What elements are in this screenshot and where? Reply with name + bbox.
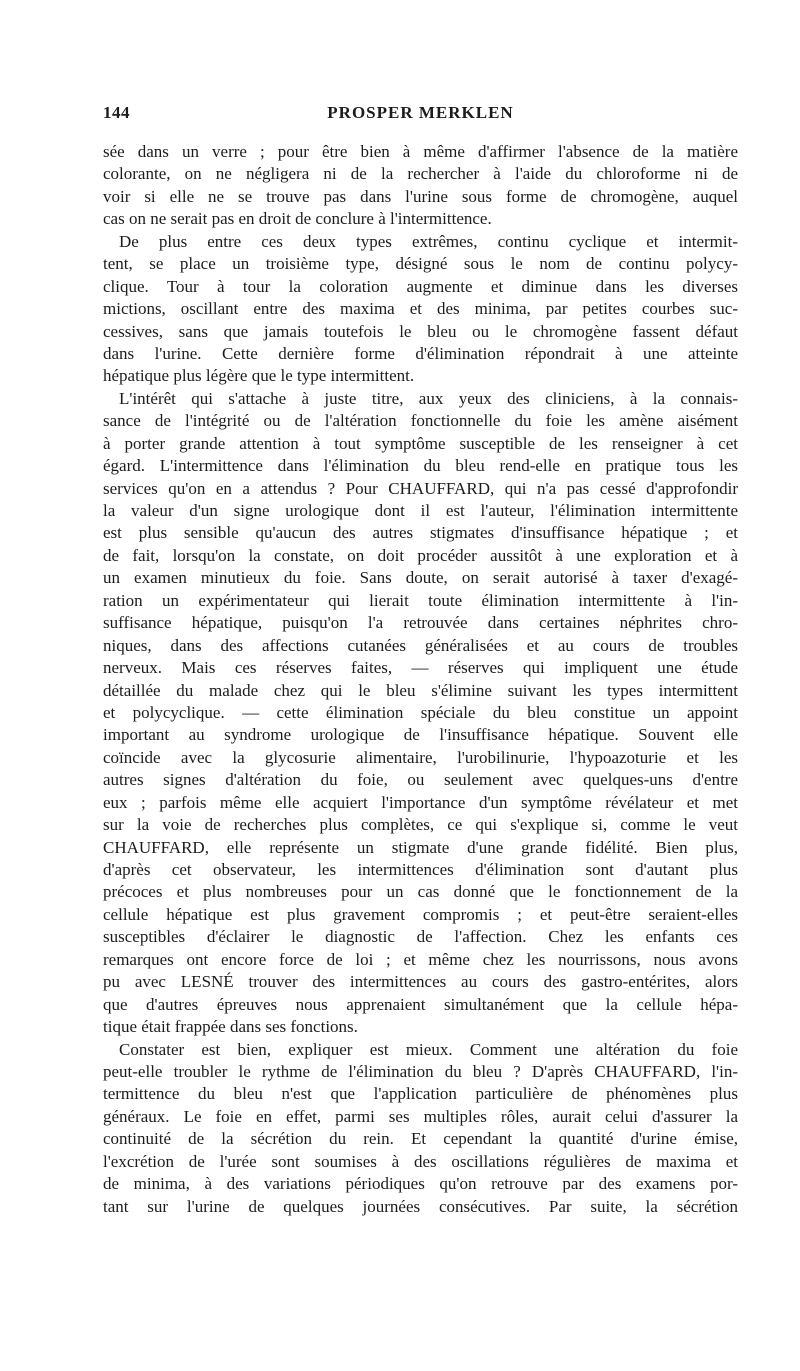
- text-line: De plus entre ces deux types extrêmes, continu cyclique et intermit-: [119, 231, 738, 251]
- text-line: services qu'on en a attendus ? Pour CHAUFFARD, qui n'a pas cessé d'approfondir: [103, 478, 738, 498]
- text-line: niques, dans des affections cutanées généralisées et au cours de troubles: [103, 635, 738, 655]
- page-number: 144: [103, 103, 130, 122]
- text-line: cas on ne serait pas en droit de conclure à l'intermittence.: [103, 209, 492, 229]
- text-line: remarques ont encore force de loi ; et même chez les nourrissons, nous avons: [103, 949, 738, 969]
- text-line: important au syndrome urologique de l'insuffisance hépatique. Souvent elle: [103, 725, 738, 745]
- text-line: de minima, à des variations périodiques qu'on retrouve par des examens por-: [103, 1174, 738, 1194]
- text-line: que d'autres épreuves nous apprenaient simultanément que la cellule hépa-: [103, 994, 738, 1014]
- text-line: termittence du bleu n'est que l'application particulière de phénomènes plus: [103, 1084, 738, 1104]
- text-line: continuité de la sécrétion du rein. Et cependant la quantité d'urine émise,: [103, 1129, 738, 1149]
- text-line: L'intérêt qui s'attache à juste titre, aux yeux des cliniciens, à la connais-: [119, 388, 738, 408]
- text-line: Constater est bien, expliquer est mieux. Comment une altération du foie: [119, 1039, 738, 1059]
- text-line: un examen minutieux du foie. Sans doute, on serait autorisé à taxer d'exagé-: [103, 568, 738, 588]
- text-line: cellule hépatique est plus gravement compromis ; et peut-être seraient-elles: [103, 904, 738, 924]
- text-line: mictions, oscillant entre des maxima et des minima, par petites courbes suc-: [103, 299, 738, 319]
- text-line: sur la voie de recherches plus complètes, ce qui s'explique si, comme le veut: [103, 815, 738, 835]
- text-line: voir si elle ne se trouve pas dans l'urine sous forme de chromogène, auquel: [103, 186, 738, 206]
- text-line: détaillée du malade chez qui le bleu s'élimine suivant les types intermittent: [103, 680, 738, 700]
- text-line: sée dans un verre ; pour être bien à même d'affirmer l'absence de la matière: [103, 142, 738, 161]
- text-line: d'après cet observateur, les intermittences d'élimination sont d'autant plus: [103, 860, 738, 879]
- text-line: à porter grande attention à tout symptôme susceptible de les renseigner à cet: [103, 433, 738, 453]
- text-line: colorante, on ne négligera ni de la rechercher à l'aide du chloroforme ni de: [103, 164, 738, 184]
- text-line: tique était frappée dans ses fonctions.: [103, 1017, 358, 1037]
- text-line: tent, se place un troisième type, désigné sous le nom de continu polycy-: [103, 254, 738, 274]
- text-line: et polycyclique. — cette élimination spéciale du bleu constitue un appoint: [103, 702, 738, 722]
- text-line: CHAUFFARD, elle représente un stigmate d'une grande fidélité. Bien plus,: [103, 837, 738, 857]
- text-line: cessives, sans que jamais toutefois le bleu ou le chromogène fassent défaut: [103, 321, 738, 341]
- text-line: nerveux. Mais ces réserves faites, — réserves qui impliquent une étude: [103, 658, 738, 678]
- text-line: de fait, lorsqu'on la constate, on doit procéder aussitôt à une exploration et à: [103, 545, 738, 565]
- text-line: coïncide avec la glycosurie alimentaire, l'urobilinurie, l'hypoazoturie et les: [103, 747, 738, 767]
- text-line: suffisance hépatique, puisqu'on l'a retrouvée dans certaines néphrites chro-: [103, 613, 738, 633]
- text-line: égard. L'intermittence dans l'élimination du bleu rend-elle en pratique tous les: [103, 456, 738, 476]
- page-header: [103, 103, 738, 129]
- text-line: précoces et plus nombreuses pour un cas donné que le fonctionnement de la: [103, 882, 738, 902]
- running-title: PROSPER MERKLEN: [327, 103, 514, 122]
- text-line: généraux. Le foie en effet, parmi ses multiples rôles, aurait celui d'assurer la: [103, 1106, 738, 1126]
- text-line: eux ; parfois même elle acquiert l'importance d'un symptôme révélateur et met: [103, 792, 738, 812]
- text-line: est plus sensible qu'aucun des autres stigmates d'insuffisance hépatique ; et: [103, 523, 738, 543]
- text-line: l'excrétion de l'urée sont soumises à des oscillations régulières de maxima et: [103, 1151, 738, 1171]
- text-line: tant sur l'urine de quelques journées consécutives. Par suite, la sécrétion: [103, 1196, 738, 1216]
- text-line: autres signes d'altération du foie, ou seulement avec quelques-uns d'entre: [103, 770, 738, 790]
- body-text: [103, 141, 738, 1218]
- text-line: peut-elle troubler le rythme de l'élimination du bleu ? D'après CHAUFFARD, l'in-: [103, 1061, 738, 1081]
- text-line: la valeur d'un signe urologique dont il est l'auteur, l'élimination intermittente: [103, 501, 738, 520]
- text-line: dans l'urine. Cette dernière forme d'élimination répondrait à une atteinte: [103, 343, 738, 363]
- text-line: clique. Tour à tour la coloration augmente et diminue dans les diverses: [103, 276, 738, 296]
- text-line: susceptibles d'éclairer le diagnostic de l'affection. Chez les enfants ces: [103, 927, 738, 947]
- text-line: hépatique plus légère que le type intermittent.: [103, 366, 415, 386]
- text-line: pu avec LESNÉ trouver des intermittences au cours des gastro-entérites, alors: [103, 972, 738, 992]
- text-line: ration un expérimentateur qui lierait toute élimination intermittente à l'in-: [103, 590, 738, 610]
- text-line: sance de l'intégrité ou de l'altération fonctionnelle du foie les amène aisément: [103, 411, 738, 431]
